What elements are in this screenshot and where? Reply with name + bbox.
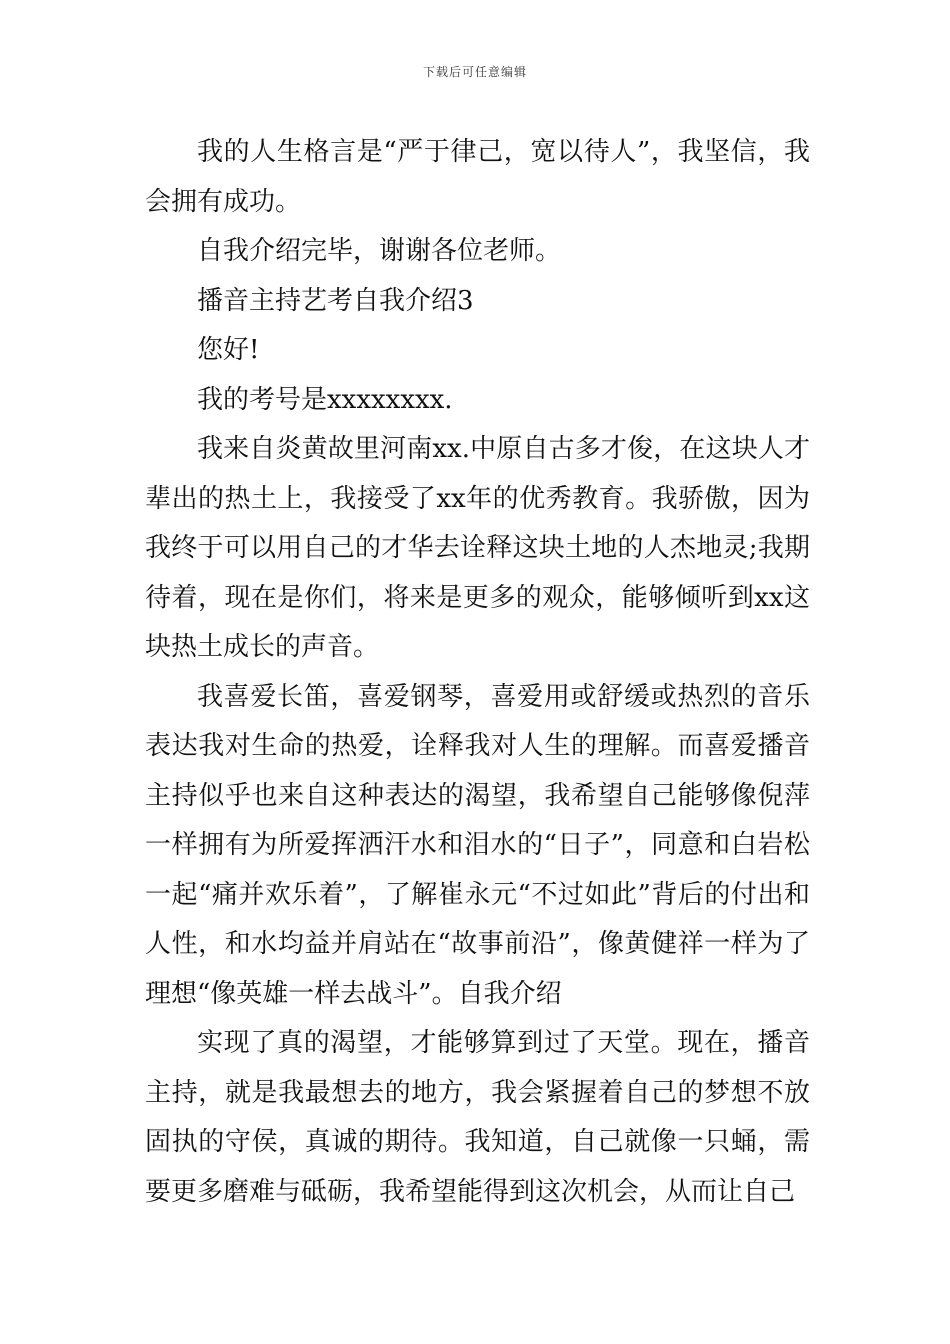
paragraph-closing: 自我介绍完毕，谢谢各位老师。 <box>197 236 562 266</box>
paragraph-aspiration: 实现了真的渴望，才能够算到过了天堂。现在，播音主持，就是我最想去的地方，我会紧握着自己的梦想不放固执的守侯，真诚的期待。我知道，自己就像一只蛹，需要更多磨难与砥砺，我希望能得到这次机会，从而让自己 <box>145 1028 810 1207</box>
paragraph-hometown: 我来自炎黄故里河南xx.中原自古多才俊，在这块人才辈出的热土上，我接受了xx年的优秀教育。我骄傲，因为我终于可以用自己的才华去诠释这块土地的人杰地灵;我期待着，现在是你们，将来是更多的观众，能够倾听到xx这块热土成长的声音。 <box>145 434 810 662</box>
document-body <box>145 128 810 1217</box>
paragraph-greeting: 您好! <box>197 335 260 365</box>
paragraph-exam-number: 我的考号是xxxxxxxx. <box>197 384 453 415</box>
paragraph-hobbies: 我喜爱长笛，喜爱钢琴，喜爱用或舒缓或热烈的音乐表达我对生命的热爱，诠释我对人生的理解。而喜爱播音主持似乎也来自这种表达的渴望，我希望自己能够像倪萍一样拥有为所爱挥洒汗水和泪水的“日子”，同意和白岩松一起“痛并欢乐着”，了解崔永元“不过如此”背后的付出和人性，和水均益并肩站在“故事前沿”，像黄健祥一样为了理想“像英雄一样去战斗”。自我介绍 <box>145 681 810 1009</box>
section-heading: 播音主持艺考自我介绍3 <box>197 285 474 316</box>
paragraph-motto: 我的人生格言是“严于律己，宽以待人”，我坚信，我会拥有成功。 <box>145 137 810 217</box>
page-header: 下载后可任意编辑 <box>422 65 527 79</box>
